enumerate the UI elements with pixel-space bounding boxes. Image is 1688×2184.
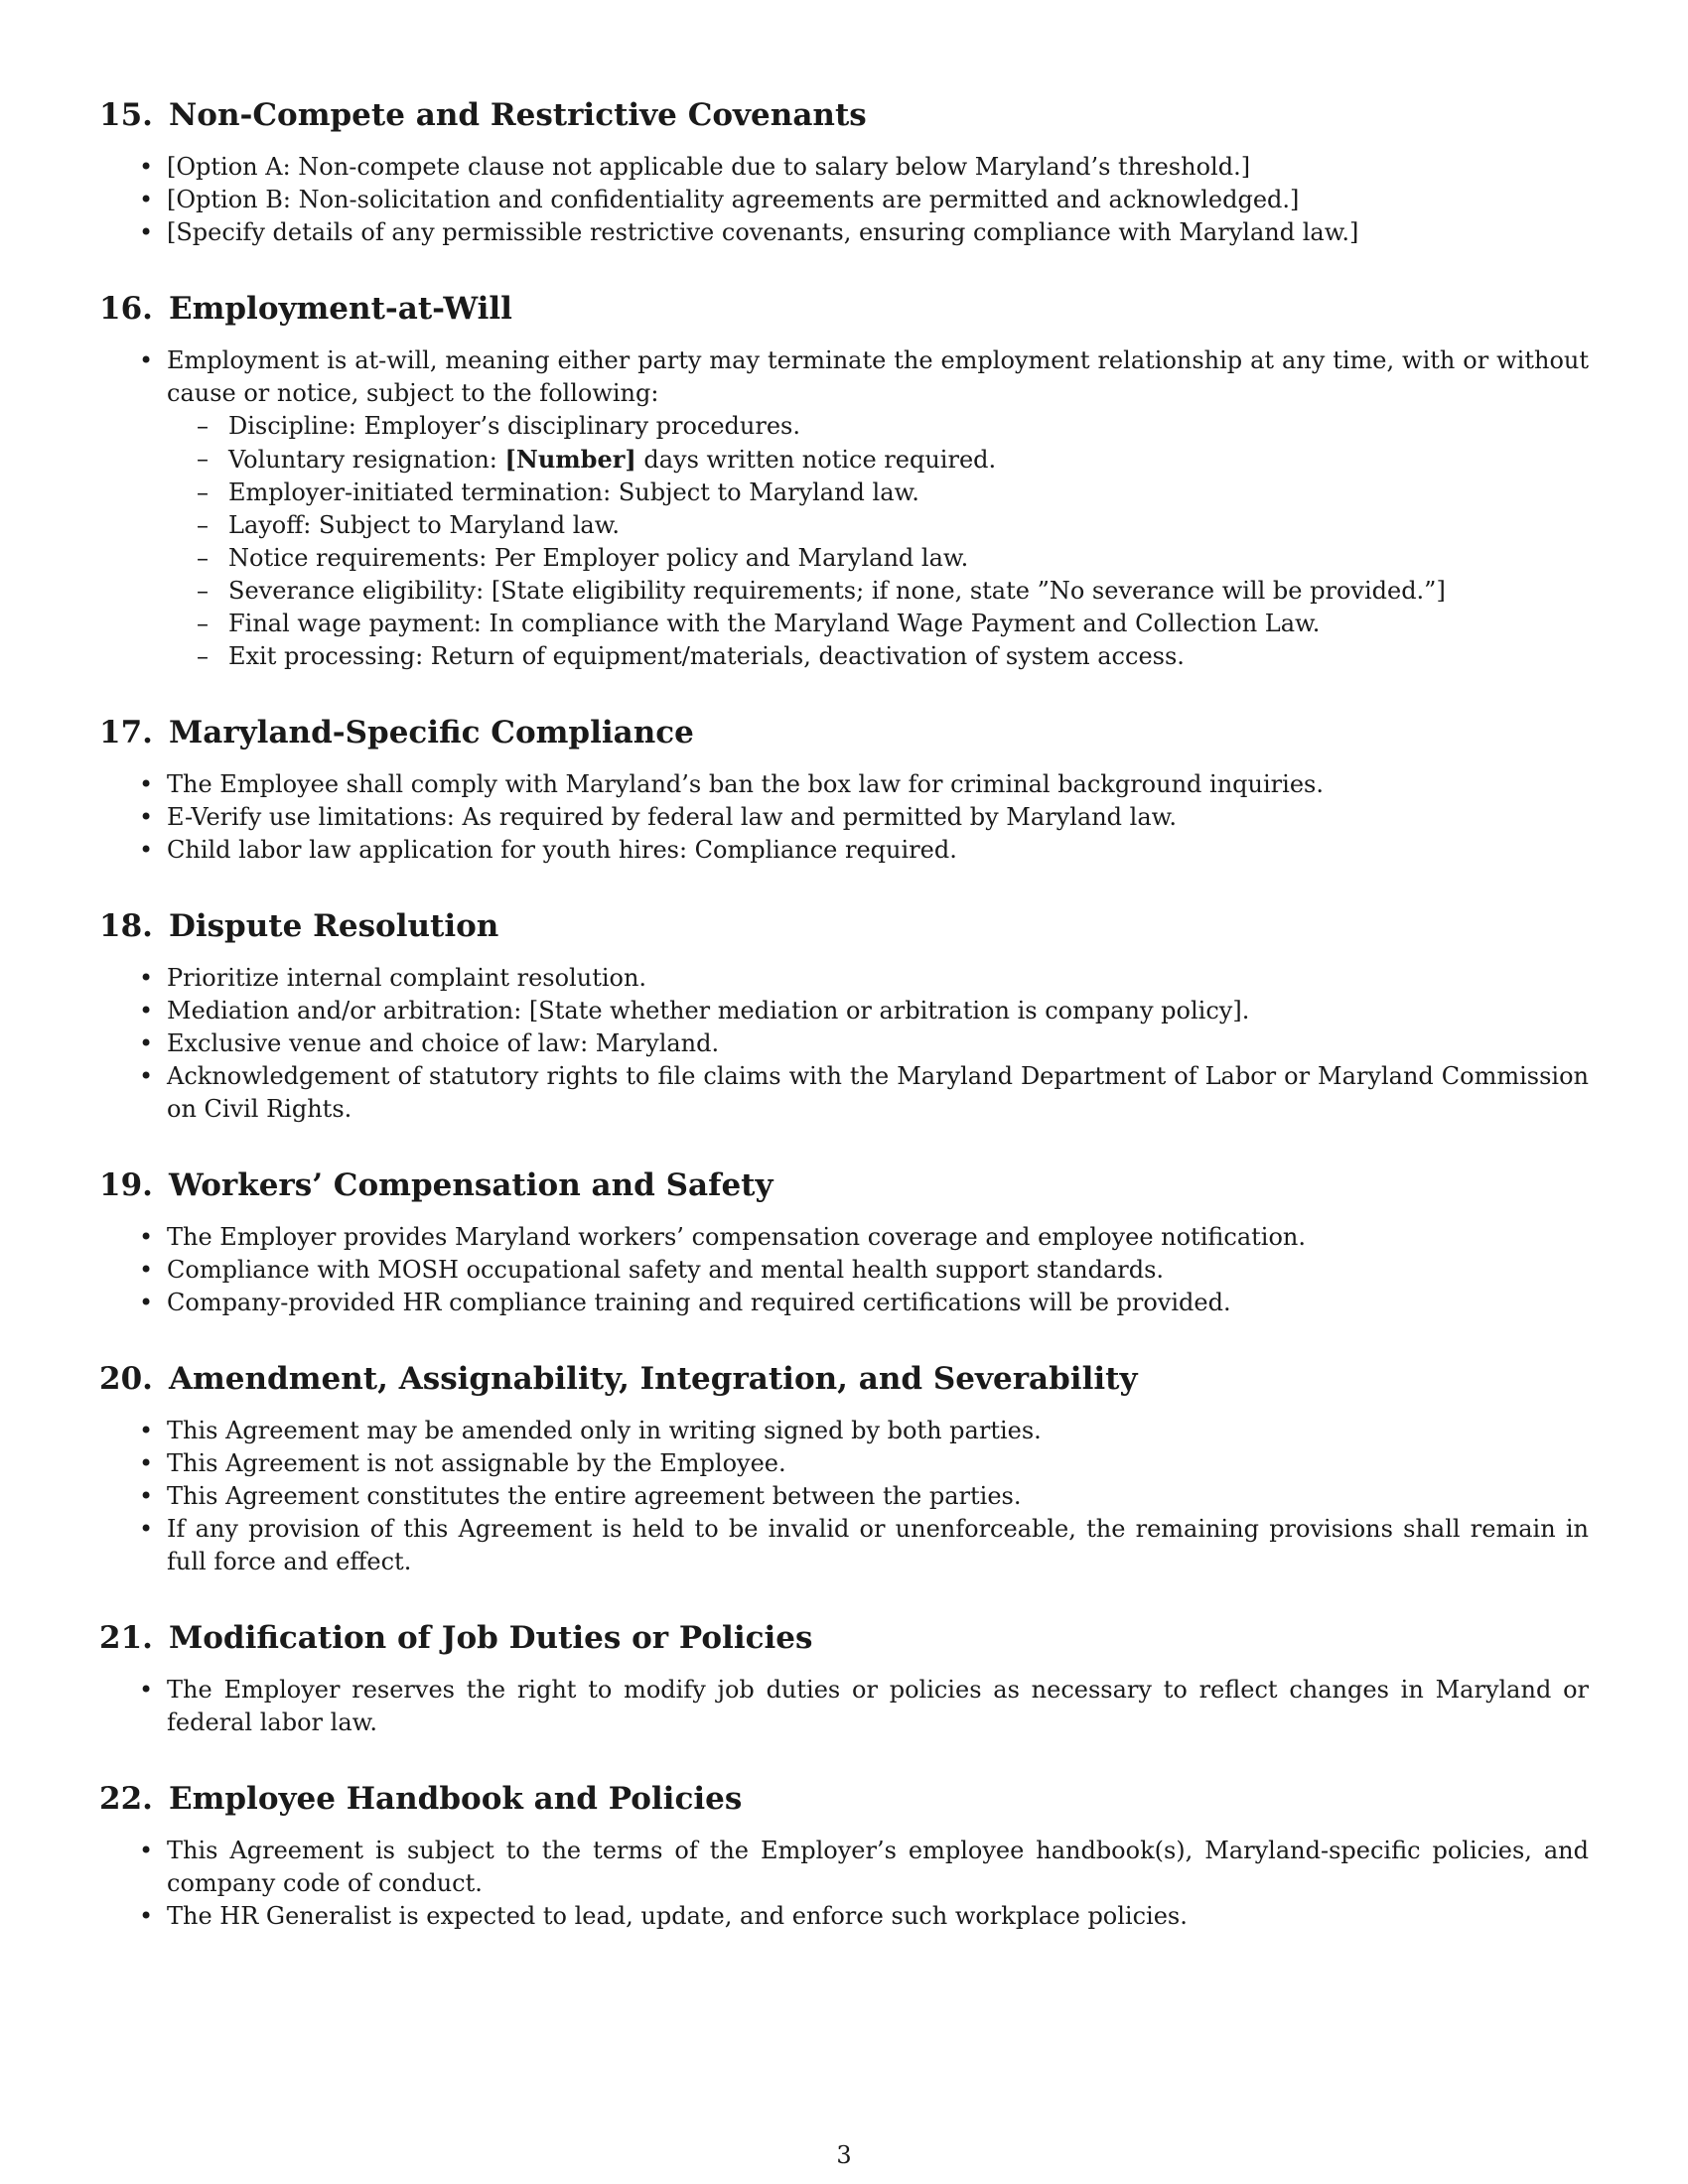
bullet-list — [99, 1674, 1589, 1739]
section-heading — [99, 1161, 1589, 1209]
sub-list-item: – Final wage payment: In compliance with the Maryland Wage Payment and Collection Law. — [167, 608, 1589, 640]
sub-list-item: – Layoff: Subject to Maryland law. — [167, 509, 1589, 542]
sub-item-text: Voluntary resignation: — [228, 446, 505, 474]
bullet-list — [99, 768, 1589, 867]
section-title: Non-Compete and Restrictive Covenants — [168, 97, 867, 133]
list-item: • Compliance with MOSH occupational safety and mental health support standards. — [99, 1254, 1589, 1287]
page-number: 3 — [836, 2141, 852, 2169]
section-title: Workers’ Compensation and Safety — [168, 1167, 774, 1203]
section-number: 16. — [99, 291, 153, 327]
sub-list-item: – Exit processing: Return of equipment/materials, deactivation of system access. — [167, 640, 1589, 673]
sub-list-item: – Notice requirements: Per Employer policy and Maryland law. — [167, 542, 1589, 575]
section-22 — [99, 1775, 1589, 1933]
section-heading — [99, 1355, 1589, 1403]
sub-list — [167, 410, 1589, 673]
section-heading — [99, 1614, 1589, 1662]
list-item: • The Employer provides Maryland workers’ compensation coverage and employee notification. — [99, 1221, 1589, 1254]
section-title: Modification of Job Duties or Policies — [168, 1620, 813, 1656]
section-number: 21. — [99, 1620, 153, 1656]
list-item: • [Specify details of any permissible restrictive covenants, ensuring compliance with Maryland law.] — [99, 216, 1589, 249]
list-item-text: Employment is at-will, meaning either party may terminate the employment relationship at any time, with or without cause or notice, subject to the following: — [167, 346, 1589, 407]
section-15 — [99, 91, 1589, 249]
section-heading — [99, 1775, 1589, 1823]
section-number: 15. — [99, 97, 153, 133]
section-18 — [99, 902, 1589, 1126]
list-item: • This Agreement is subject to the terms of the Employer’s employee handbook(s), Maryland-specific policies, and company code of conduct. — [99, 1835, 1589, 1900]
section-19 — [99, 1161, 1589, 1319]
section-heading — [99, 902, 1589, 950]
bullet-list — [99, 962, 1589, 1126]
list-item: • Prioritize internal complaint resolution. — [99, 962, 1589, 995]
section-number: 18. — [99, 908, 153, 944]
bullet-list — [99, 1415, 1589, 1578]
list-item: • Mediation and/or arbitration: [State whether mediation or arbitration is company policy]. — [99, 995, 1589, 1027]
bullet-list — [99, 1835, 1589, 1933]
list-item: • Company-provided HR compliance training and required certifications will be provided. — [99, 1287, 1589, 1319]
section-heading — [99, 91, 1589, 139]
list-item: • If any provision of this Agreement is held to be invalid or unenforceable, the remaining provisions shall remain in full force and effect. — [99, 1513, 1589, 1578]
section-number: 17. — [99, 715, 153, 751]
section-number: 22. — [99, 1781, 153, 1817]
section-heading — [99, 709, 1589, 756]
section-16 — [99, 285, 1589, 673]
list-item: • Acknowledgement of statutory rights to file claims with the Maryland Department of Labor or Maryland Commission on Civil Rights. — [99, 1060, 1589, 1126]
section-17 — [99, 709, 1589, 867]
section-heading — [99, 285, 1589, 333]
placeholder-number: [Number] — [504, 445, 636, 474]
list-item: • Child labor law application for youth hires: Compliance required. — [99, 834, 1589, 867]
sub-list-item — [167, 443, 1589, 477]
sub-list-item: – Employer-initiated termination: Subject to Maryland law. — [167, 477, 1589, 509]
list-item: • The HR Generalist is expected to lead, update, and enforce such workplace policies. — [99, 1900, 1589, 1933]
section-21 — [99, 1614, 1589, 1739]
list-item: • E-Verify use limitations: As required by federal law and permitted by Maryland law. — [99, 801, 1589, 834]
list-item: • This Agreement may be amended only in writing signed by both parties. — [99, 1415, 1589, 1447]
list-item: • The Employee shall comply with Maryland’s ban the box law for criminal background inquiries. — [99, 768, 1589, 801]
list-item: • This Agreement constitutes the entire agreement between the parties. — [99, 1480, 1589, 1513]
section-number: 20. — [99, 1361, 153, 1397]
section-number: 19. — [99, 1167, 153, 1203]
list-item: • The Employer reserves the right to modify job duties or policies as necessary to reflect changes in Maryland or federal labor law. — [99, 1674, 1589, 1739]
list-item: • [Option A: Non-compete clause not applicable due to salary below Maryland’s threshold.] — [99, 151, 1589, 184]
section-20 — [99, 1355, 1589, 1578]
section-title: Maryland-Specific Compliance — [168, 715, 694, 751]
section-title: Dispute Resolution — [168, 908, 499, 944]
section-title: Amendment, Assignability, Integration, and Severability — [168, 1361, 1138, 1397]
bullet-list — [99, 151, 1589, 249]
bullet-list — [99, 344, 1589, 673]
sub-list-item: – Severance eligibility: [State eligibility requirements; if none, state ”No severance will be provided.”] — [167, 575, 1589, 608]
bullet-list — [99, 1221, 1589, 1319]
section-title: Employment-at-Will — [168, 291, 512, 327]
list-item: • This Agreement is not assignable by the Employee. — [99, 1447, 1589, 1480]
sub-item-text: days written notice required. — [635, 446, 997, 474]
document-page — [99, 91, 1589, 1969]
section-title: Employee Handbook and Policies — [168, 1781, 743, 1817]
list-item: • Exclusive venue and choice of law: Maryland. — [99, 1027, 1589, 1060]
list-item: • [Option B: Non-solicitation and confidentiality agreements are permitted and acknowledged.] — [99, 184, 1589, 216]
sub-list-item: – Discipline: Employer’s disciplinary procedures. — [167, 410, 1589, 443]
list-item — [99, 344, 1589, 673]
